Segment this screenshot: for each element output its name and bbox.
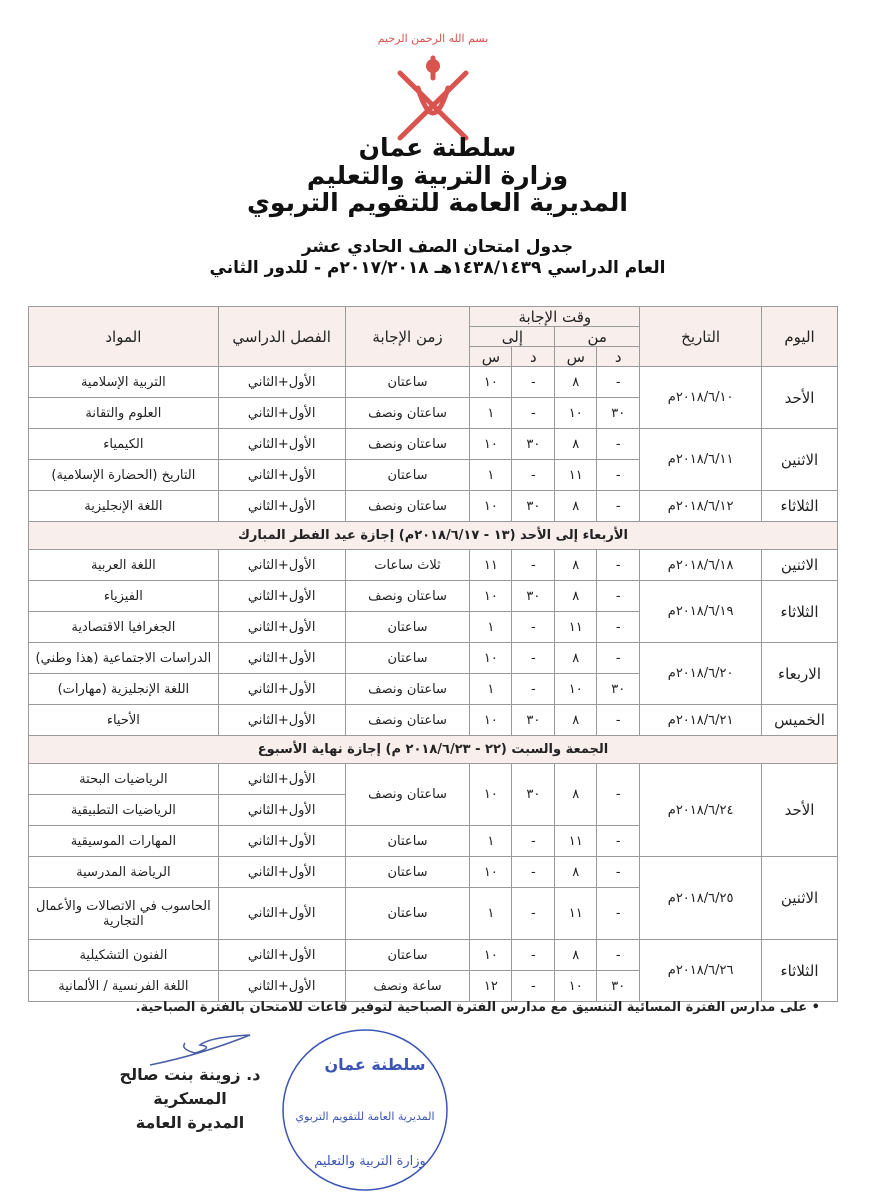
to-hour-cell: ١٢ [470,971,512,1002]
from-hour-cell: ١١ [555,460,597,491]
duration-cell: ساعتان [345,940,470,971]
semester-cell: الأول+الثاني [218,581,345,612]
to-minute-cell: - [512,826,555,857]
day-cell: الثلاثاء [762,491,838,522]
from-minute-cell: - [597,550,640,581]
header-from-hour: س [555,347,597,367]
from-hour-cell: ٨ [555,429,597,460]
from-hour-cell: ٨ [555,764,597,826]
subject-cell: الرياضيات البحتة [29,764,219,795]
from-hour-cell: ١١ [555,826,597,857]
exam-schedule-table [28,306,838,1002]
stamp-bottom: وزارة التربية والتعليم [314,1154,426,1169]
from-minute-cell: - [597,581,640,612]
semester-cell: الأول+الثاني [218,705,345,736]
subject-cell: الحاسوب في الاتصالات والأعمال التجارية [29,888,219,940]
from-hour-cell: ١٠ [555,398,597,429]
header-from: من [555,327,640,347]
duration-cell: ساعتان ونصف [345,491,470,522]
header-to: إلى [470,327,555,347]
day-cell: الأحد [762,764,838,857]
to-hour-cell: ١٠ [470,857,512,888]
day-cell: الاثنين [762,550,838,581]
from-minute-cell: - [597,888,640,940]
subject-cell: الأحياء [29,705,219,736]
from-minute-cell: - [597,826,640,857]
to-hour-cell: ١ [470,460,512,491]
semester-cell: الأول+الثاني [218,612,345,643]
to-hour-cell: ١٠ [470,581,512,612]
semester-cell: الأول+الثاني [218,764,345,795]
semester-cell: الأول+الثاني [218,674,345,705]
table-row [29,429,838,460]
signatory [100,1063,280,1135]
subject-cell: اللغة الإنجليزية (مهارات) [29,674,219,705]
to-minute-cell: - [512,612,555,643]
duration-cell: ساعتان ونصف [345,674,470,705]
semester-cell: الأول+الثاني [218,398,345,429]
subject-cell: الكيمياء [29,429,219,460]
header-duration: زمن الإجابة [345,307,470,367]
table-row [29,367,838,398]
subject-cell: المهارات الموسيقية [29,826,219,857]
from-minute-cell: ٣٠ [597,398,640,429]
from-minute-cell: - [597,429,640,460]
from-minute-cell: - [597,643,640,674]
stamp-middle: المديرية العامة للتقويم التربوي [295,1110,435,1123]
subject-cell: العلوم والتقانة [29,398,219,429]
subject-cell: الفنون التشكيلية [29,940,219,971]
header-to-hour: س [470,347,512,367]
table-row [29,857,838,888]
duration-cell: ساعتان [345,612,470,643]
day-cell: الثلاثاء [762,940,838,1002]
header-answer-time: وقت الإجابة [470,307,640,327]
subject-cell: الفيزياء [29,581,219,612]
subject-cell: اللغة الفرنسية / الألمانية [29,971,219,1002]
duration-cell: ساعتان ونصف [345,705,470,736]
date-cell: ٢٠١٨/٦/١٩م [640,581,762,643]
to-hour-cell: ١٠ [470,705,512,736]
to-minute-cell: - [512,888,555,940]
from-minute-cell: - [597,940,640,971]
table-row [29,643,838,674]
header-semester: الفصل الدراسي [218,307,345,367]
duration-cell: ساعتان ونصف [345,398,470,429]
to-minute-cell: - [512,460,555,491]
subject-cell: التربية الإسلامية [29,367,219,398]
table-row [29,491,838,522]
duration-cell: ساعتان [345,857,470,888]
footnote: • على مدارس الفترة المسائية التنسيق مع مدارس الفترة الصباحية لتوفير قاعات للامتحان بالفترة الصباحية. [135,1000,820,1015]
from-minute-cell: - [597,367,640,398]
signatory-role: المديرة العامة [135,1113,245,1132]
to-hour-cell: ١٠ [470,643,512,674]
from-hour-cell: ٨ [555,940,597,971]
ministry-name: وزارة التربية والتعليم [306,161,569,190]
semester-cell: الأول+الثاني [218,429,345,460]
subject-cell: الدراسات الاجتماعية (هذا وطني) [29,643,219,674]
document-subtitle: العام الدراسي ١٤٣٨/١٤٣٩هـ ٢٠١٧/٢٠١٨م - للدور الثاني [209,258,666,278]
day-cell: الاثنين [762,857,838,940]
from-minute-cell: - [597,857,640,888]
holiday-row [29,522,838,550]
date-cell: ٢٠١٨/٦/٢٤م [640,764,762,857]
subject-cell: اللغة الإنجليزية [29,491,219,522]
holiday-row [29,736,838,764]
from-hour-cell: ٨ [555,367,597,398]
semester-cell: الأول+الثاني [218,888,345,940]
duration-cell: ساعتان [345,888,470,940]
to-hour-cell: ١٠ [470,367,512,398]
semester-cell: الأول+الثاني [218,857,345,888]
stamp-top: سلطنة عمان [324,1055,426,1074]
header-date: التاريخ [640,307,762,367]
to-hour-cell: ١٠ [470,940,512,971]
from-hour-cell: ٨ [555,643,597,674]
subject-cell: اللغة العربية [29,550,219,581]
to-minute-cell: - [512,857,555,888]
header-subject: المواد [29,307,219,367]
to-hour-cell: ١ [470,888,512,940]
semester-cell: الأول+الثاني [218,460,345,491]
duration-cell: ساعتان ونصف [345,429,470,460]
directorate-name: المديرية العامة للتقويم التربوي [247,188,628,217]
day-cell: الخميس [762,705,838,736]
duration-cell: ساعة ونصف [345,971,470,1002]
from-minute-cell: - [597,491,640,522]
duration-cell: ساعتان ونصف [345,764,470,826]
semester-cell: الأول+الثاني [218,491,345,522]
country-name: سلطنة عمان [358,133,517,162]
duration-cell: ساعتان [345,367,470,398]
from-hour-cell: ١٠ [555,674,597,705]
from-hour-cell: ١١ [555,888,597,940]
subject-cell: الجغرافيا الاقتصادية [29,612,219,643]
date-cell: ٢٠١٨/٦/١١م [640,429,762,491]
to-minute-cell: ٣٠ [512,764,555,826]
to-hour-cell: ١٠ [470,491,512,522]
to-minute-cell: - [512,367,555,398]
from-hour-cell: ٨ [555,491,597,522]
to-minute-cell: ٣٠ [512,581,555,612]
duration-cell: ثلاث ساعات [345,550,470,581]
day-cell: الثلاثاء [762,581,838,643]
duration-cell: ساعتان ونصف [345,581,470,612]
to-minute-cell: ٣٠ [512,429,555,460]
oman-emblem-icon [378,28,488,148]
to-minute-cell: - [512,674,555,705]
to-minute-cell: - [512,971,555,1002]
date-cell: ٢٠١٨/٦/١٢م [640,491,762,522]
from-hour-cell: ٨ [555,550,597,581]
from-minute-cell: - [597,460,640,491]
from-minute-cell: - [597,764,640,826]
duration-cell: ساعتان [345,826,470,857]
to-hour-cell: ١٠ [470,764,512,826]
table-row [29,940,838,971]
duration-cell: ساعتان [345,643,470,674]
date-cell: ٢٠١٨/٦/٢٥م [640,857,762,940]
duration-cell: ساعتان [345,460,470,491]
from-hour-cell: ١١ [555,612,597,643]
header-from-minute: د [597,347,640,367]
to-minute-cell: ٣٠ [512,491,555,522]
to-hour-cell: ١ [470,612,512,643]
to-minute-cell: - [512,940,555,971]
day-cell: الاربعاء [762,643,838,705]
day-cell: الأحد [762,367,838,429]
to-minute-cell: - [512,643,555,674]
subject-cell: التاريخ (الحضارة الإسلامية) [29,460,219,491]
to-minute-cell: ٣٠ [512,705,555,736]
semester-cell: الأول+الثاني [218,367,345,398]
day-cell: الاثنين [762,429,838,491]
from-hour-cell: ٨ [555,581,597,612]
to-hour-cell: ١ [470,674,512,705]
official-stamp-icon [275,1025,455,1195]
from-hour-cell: ١٠ [555,971,597,1002]
semester-cell: الأول+الثاني [218,795,345,826]
to-minute-cell: - [512,550,555,581]
from-minute-cell: - [597,612,640,643]
signatory-name: د. زوينة بنت صالح المسكرية [119,1065,261,1108]
header-day: اليوم [762,307,838,367]
from-hour-cell: ٨ [555,857,597,888]
basmala: بسم الله الرحمن الرحيم [378,32,488,45]
from-minute-cell: ٣٠ [597,971,640,1002]
date-cell: ٢٠١٨/٦/٢١م [640,705,762,736]
semester-cell: الأول+الثاني [218,550,345,581]
to-hour-cell: ١٠ [470,429,512,460]
to-minute-cell: - [512,398,555,429]
from-minute-cell: - [597,705,640,736]
date-cell: ٢٠١٨/٦/٢٠م [640,643,762,705]
semester-cell: الأول+الثاني [218,940,345,971]
table-row [29,550,838,581]
table-row [29,581,838,612]
date-cell: ٢٠١٨/٦/١٨م [640,550,762,581]
subject-cell: الرياضيات التطبيقية [29,795,219,826]
table-row [29,764,838,795]
from-hour-cell: ٨ [555,705,597,736]
table-row [29,705,838,736]
date-cell: ٢٠١٨/٦/٢٦م [640,940,762,1002]
semester-cell: الأول+الثاني [218,971,345,1002]
holiday-banner: الأربعاء إلى الأحد (١٣ - ٢٠١٨/٦/١٧م) إجازة عيد الفطر المبارك [29,522,838,550]
from-minute-cell: ٣٠ [597,674,640,705]
to-hour-cell: ١ [470,398,512,429]
document-title: جدول امتحان الصف الحادي عشر [301,237,574,257]
to-hour-cell: ١ [470,826,512,857]
semester-cell: الأول+الثاني [218,643,345,674]
semester-cell: الأول+الثاني [218,826,345,857]
to-hour-cell: ١١ [470,550,512,581]
header-to-minute: د [512,347,555,367]
date-cell: ٢٠١٨/٦/١٠م [640,367,762,429]
holiday-banner: الجمعة والسبت (٢٢ - ٢٠١٨/٦/٢٣ م) إجازة نهاية الأسبوع [29,736,838,764]
subject-cell: الرياضة المدرسية [29,857,219,888]
